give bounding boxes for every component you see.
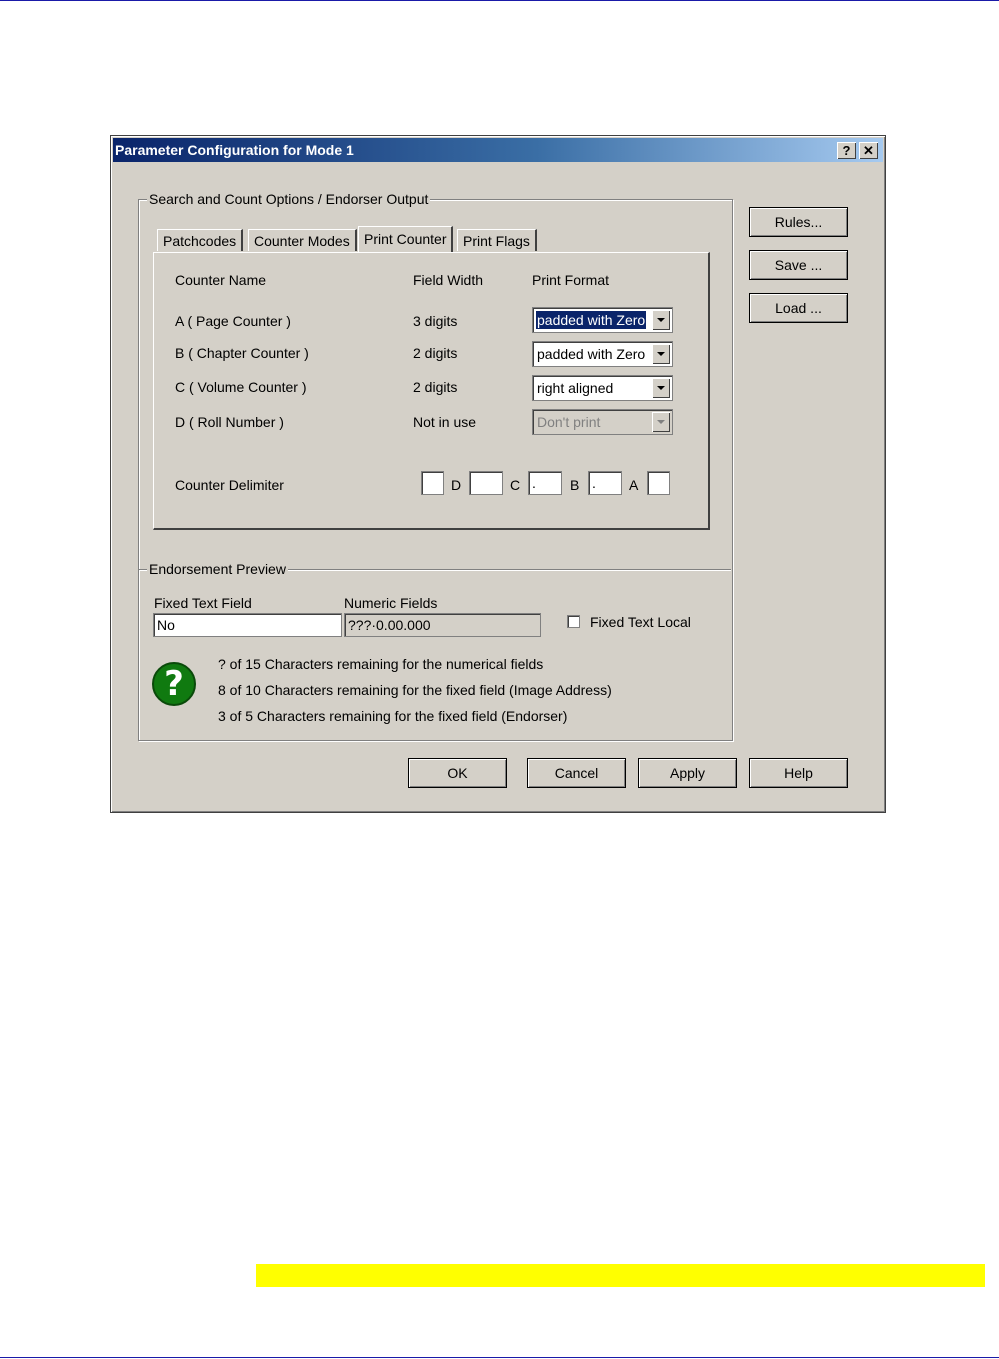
header-counter-name: Counter Name bbox=[175, 272, 267, 288]
print-format-value-d: Don't print bbox=[537, 414, 601, 430]
page-top-rule bbox=[0, 0, 999, 1]
print-format-value-a: padded with Zero bbox=[537, 312, 646, 328]
dialog-titlebar[interactable] bbox=[113, 138, 883, 162]
endorsement-preview-label: Endorsement Preview bbox=[149, 561, 286, 577]
delimiter-field-4[interactable]: . bbox=[588, 471, 622, 495]
delimiter-field-3[interactable]: . bbox=[528, 471, 562, 495]
delimiter-letter-d: D bbox=[451, 477, 462, 493]
print-format-select-a[interactable] bbox=[532, 307, 673, 333]
rules-button[interactable]: Rules... bbox=[749, 207, 848, 237]
header-field-width: Field Width bbox=[413, 272, 484, 288]
delimiter-letter-a: A bbox=[629, 477, 639, 493]
tab-counter-modes[interactable]: Counter Modes bbox=[248, 229, 357, 251]
chevron-down-icon[interactable] bbox=[652, 378, 670, 398]
delimiter-letter-c: C bbox=[510, 477, 521, 493]
numeric-fields-output: ???·0.00.000 bbox=[344, 613, 541, 637]
chevron-down-icon[interactable] bbox=[652, 344, 670, 364]
print-format-select-b[interactable] bbox=[532, 341, 673, 367]
question-mark-icon: ? bbox=[152, 662, 196, 706]
counter-name-b: B ( Chapter Counter ) bbox=[175, 345, 309, 361]
search-count-group-label: Search and Count Options / Endorser Output bbox=[149, 191, 429, 207]
chevron-down-icon bbox=[652, 412, 670, 432]
apply-button[interactable]: Apply bbox=[638, 758, 737, 788]
tab-patchcodes[interactable]: Patchcodes bbox=[157, 229, 243, 251]
print-format-value-b: padded with Zero bbox=[537, 346, 646, 362]
delimiter-field-5[interactable] bbox=[647, 471, 670, 495]
counter-name-d: D ( Roll Number ) bbox=[175, 414, 284, 430]
fixed-text-input[interactable]: No bbox=[153, 613, 342, 637]
highlight-bar bbox=[256, 1264, 985, 1287]
fixed-text-local-label: Fixed Text Local bbox=[590, 614, 691, 630]
delimiter-letter-b: B bbox=[570, 477, 580, 493]
help-button[interactable]: Help bbox=[749, 758, 848, 788]
load-button[interactable]: Load ... bbox=[749, 293, 848, 323]
counter-delimiter-label: Counter Delimiter bbox=[175, 477, 284, 493]
field-width-a: 3 digits bbox=[413, 313, 458, 329]
delimiter-field-2[interactable] bbox=[469, 471, 503, 495]
info-numerical-remaining: ? of 15 Characters remaining for the numerical fields bbox=[218, 656, 544, 672]
header-print-format: Print Format bbox=[532, 272, 610, 288]
context-help-button[interactable]: ? bbox=[837, 142, 856, 159]
fixed-text-local-checkbox[interactable] bbox=[567, 615, 580, 628]
counter-name-a: A ( Page Counter ) bbox=[175, 313, 291, 329]
tab-print-flags[interactable]: Print Flags bbox=[457, 229, 537, 251]
chevron-down-icon[interactable] bbox=[652, 310, 670, 330]
save-button[interactable]: Save ... bbox=[749, 250, 848, 280]
numeric-fields-label: Numeric Fields bbox=[344, 595, 438, 611]
ok-button[interactable]: OK bbox=[408, 758, 507, 788]
print-format-value-c: right aligned bbox=[537, 380, 614, 396]
dialog-title: Parameter Configuration for Mode 1 bbox=[115, 142, 354, 158]
fixed-text-field-label: Fixed Text Field bbox=[154, 595, 252, 611]
delimiter-field-1[interactable] bbox=[421, 471, 444, 495]
tab-print-counter[interactable]: Print Counter bbox=[358, 226, 453, 252]
info-endorser-remaining: 3 of 5 Characters remaining for the fixed field (Endorser) bbox=[218, 708, 568, 724]
print-format-select-d bbox=[532, 409, 673, 435]
page-bottom-rule bbox=[0, 1357, 999, 1358]
close-button[interactable]: ✕ bbox=[859, 142, 878, 159]
info-image-address-remaining: 8 of 10 Characters remaining for the fixed field (Image Address) bbox=[218, 682, 612, 698]
cancel-button[interactable]: Cancel bbox=[527, 758, 626, 788]
print-format-select-c[interactable] bbox=[532, 375, 673, 401]
counter-name-c: C ( Volume Counter ) bbox=[175, 379, 307, 395]
field-width-d: Not in use bbox=[413, 414, 477, 430]
field-width-c: 2 digits bbox=[413, 379, 458, 395]
field-width-b: 2 digits bbox=[413, 345, 458, 361]
